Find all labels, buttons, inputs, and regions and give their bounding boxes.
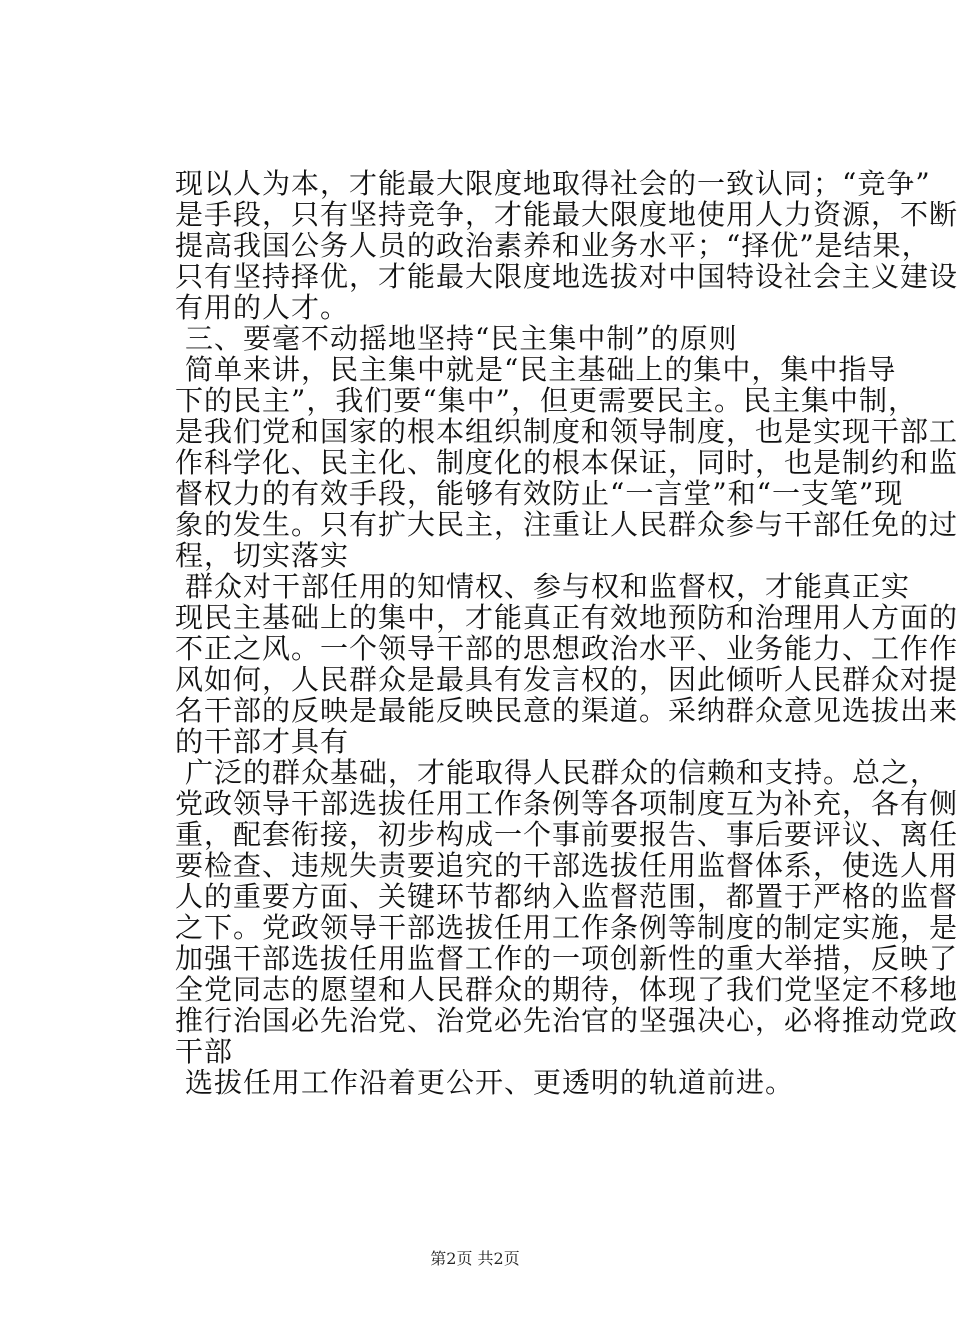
- text-line: 是我们党和国家的根本组织制度和领导制度，也是实现干部工: [175, 415, 958, 448]
- section-heading: 三、要毫不动摇地坚持“民主集中制”的原则: [185, 322, 738, 355]
- paragraph-first-line: 简单来讲，民主集中就是“民主基础上的集中，集中指导: [185, 353, 897, 386]
- paragraph-first-line: 广泛的群众基础，才能取得人民群众的信赖和支持。总之，: [185, 756, 940, 789]
- text-line: 重，配套衔接，初步构成一个事前要报告、事后要评议、离任: [175, 818, 958, 851]
- text-line: 下的民主”，我们要“集中”，但更需要民主。民主集中制，: [175, 384, 917, 417]
- text-line: 有用的人才。: [175, 291, 350, 324]
- text-line: 提高我国公务人员的政治素养和业务水平；“择优”是结果，: [175, 229, 931, 262]
- text-line: 只有坚持择优，才能最大限度地选拔对中国特设社会主义建设: [175, 260, 958, 293]
- text-line: 人的重要方面、关键环节都纳入监督范围，都置于严格的监督: [175, 880, 958, 913]
- text-line: 党政领导干部选拔任用工作条例等各项制度互为补充，各有侧: [175, 787, 958, 820]
- text-line: 之下。党政领导干部选拔任用工作条例等制度的制定实施，是: [175, 911, 958, 944]
- text-line: 现以人为本，才能最大限度地取得社会的一致认同；“竞争”: [175, 167, 931, 200]
- text-line: 推行治国必先治党、治党必先治官的坚强决心，必将推动党政: [175, 1004, 958, 1037]
- text-line: 的干部才具有: [175, 725, 350, 758]
- text-line: 风如何，人民群众是最具有发言权的，因此倾听人民群众对提: [175, 663, 958, 696]
- text-line: 不正之风。一个领导干部的思想政治水平、业务能力、工作作: [175, 632, 958, 665]
- paragraph-first-line: 选拔任用工作沿着更公开、更透明的轨道前进。: [185, 1066, 795, 1099]
- document-body: [175, 167, 958, 1099]
- text-line: 干部: [175, 1035, 234, 1068]
- text-line: 督权力的有效手段，能够有效防止“一言堂”和“一支笔”现: [175, 477, 904, 510]
- text-line: 要检查、违规失责要追究的干部选拔任用监督体系，使选人用: [175, 849, 958, 882]
- text-line: 加强干部选拔任用监督工作的一项创新性的重大举措，反映了: [175, 942, 958, 975]
- text-line: 全党同志的愿望和人民群众的期待，体现了我们党坚定不移地: [175, 973, 958, 1006]
- page-footer: 第2页 共2页: [430, 1249, 520, 1268]
- text-line: 是手段，只有坚持竞争，才能最大限度地使用人力资源，不断: [175, 198, 958, 231]
- text-line: 象的发生。只有扩大民主，注重让人民群众参与干部任免的过: [175, 508, 958, 541]
- text-line: 作科学化、民主化、制度化的根本保证，同时，也是制约和监: [175, 446, 958, 479]
- text-line: 现民主基础上的集中，才能真正有效地预防和治理用人方面的: [175, 601, 958, 634]
- text-line: 程，切实落实: [175, 539, 350, 572]
- paragraph-first-line: 群众对干部任用的知情权、参与权和监督权，才能真正实: [185, 570, 911, 603]
- text-line: 名干部的反映是最能反映民意的渠道。采纳群众意见选拔出来: [175, 694, 958, 727]
